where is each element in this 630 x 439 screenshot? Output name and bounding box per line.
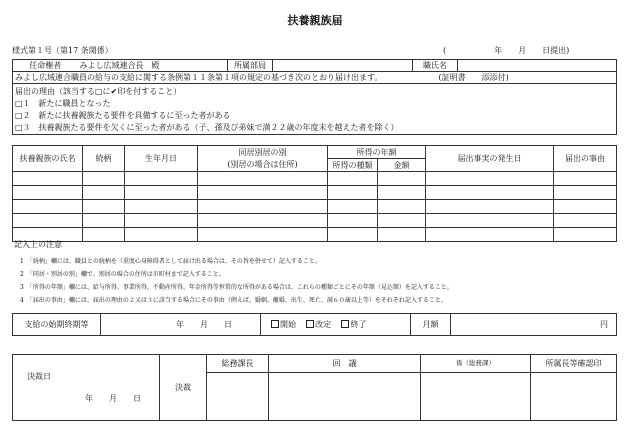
reason-box <box>13 84 617 135</box>
end-checkbox-icon <box>341 320 349 328</box>
change-label: 改定 <box>315 320 332 329</box>
option-start[interactable] <box>271 320 296 329</box>
decision-label: 決裁 <box>160 355 207 421</box>
col-income: 所得の年額 <box>328 146 426 159</box>
head-check-label: 所属長等確認印 <box>531 355 617 373</box>
start-checkbox-icon <box>271 320 279 328</box>
staff-field[interactable] <box>458 60 617 72</box>
note-1: 1 「続柄」欄には、職員との続柄を（重度心身障碍者として届け出る場合は、その旨を併せて）記入すること。 <box>20 258 321 265</box>
change-checkbox-icon <box>306 320 314 328</box>
staff-label-approval: 係（総務課） <box>421 355 531 373</box>
table-row[interactable] <box>13 186 617 200</box>
payment-label: 支給の始期終期等 <box>13 314 101 336</box>
decision-date-label: 決裁日 <box>27 371 51 381</box>
circulation-stamp-field[interactable] <box>269 373 421 421</box>
start-label: 開始 <box>280 320 296 329</box>
reason-option-1[interactable]: □１ 新たに職員となった <box>15 99 111 108</box>
submission-date: ( 年 月 日提出) <box>443 46 570 55</box>
staff-stamp-field[interactable] <box>421 373 531 421</box>
col-relation: 続柄 <box>83 146 125 172</box>
reason-heading: 届出の理由（該当する□に✔印を付すること） <box>15 87 182 96</box>
head-check-stamp-field[interactable] <box>531 373 617 421</box>
payment-type-options <box>261 314 411 336</box>
decision-date-value[interactable]: 年 月 日 <box>85 393 141 403</box>
payment-date-field[interactable]: 年 月 日 <box>101 314 261 336</box>
col-cohab-sub: (別居の場合は住所) <box>227 159 298 169</box>
appointer-value: みよし広域連合長 殿 <box>78 60 228 72</box>
col-reason: 届出の事由 <box>554 146 617 172</box>
end-label: 終了 <box>350 320 367 329</box>
monthly-amount-field[interactable]: 円 <box>451 314 617 336</box>
col-cohab-title: 同居別居の別 <box>238 147 287 157</box>
page-title: 扶養親族届 <box>287 14 343 27</box>
header-table <box>12 59 617 135</box>
statement-note: (証明書 添添付) <box>413 72 617 84</box>
approval-table <box>12 354 617 421</box>
note-4: 4 「届出の事由」欄には、届出の理由の２又は３に該当する場合にその事由（例えば、婚姻、離婚、出生、死亡、満６０歳以上等）をそれぞれ記入すること。 <box>20 297 447 304</box>
appointer-label: 任命権者 <box>13 60 78 72</box>
table-row[interactable] <box>13 200 617 214</box>
table-row[interactable] <box>13 214 617 228</box>
chief-label: 総務課長 <box>207 355 269 373</box>
form-number: 様式第１号（第17 条関係） <box>12 46 113 55</box>
statement-text: みよし広域連合職員の給与の支給に関する条例第１１条第１項の規定の基づき次のとおり届け出ます。 <box>13 72 413 84</box>
payment-table <box>12 313 617 336</box>
dependents-table <box>12 145 617 242</box>
col-income-amount: 金額 <box>378 159 426 172</box>
monthly-label: 月額 <box>411 314 451 336</box>
decision-date-cell <box>13 355 160 421</box>
col-name: 扶養親族の氏名 <box>13 146 83 172</box>
col-income-type: 所得の種類 <box>328 159 378 172</box>
option-end[interactable] <box>341 320 366 329</box>
circulation-label: 回 議 <box>269 355 421 373</box>
col-cohab <box>198 146 328 172</box>
table-row[interactable] <box>13 172 617 186</box>
option-change[interactable] <box>306 320 331 329</box>
dept-field[interactable] <box>273 60 413 72</box>
reason-option-2[interactable]: □２ 新たに扶養親族たる要件を具備するに至った者がある <box>15 111 231 120</box>
col-birth: 生年月日 <box>125 146 198 172</box>
dept-label: 所属部局 <box>228 60 273 72</box>
col-event-date: 届出事実の発生日 <box>426 146 554 172</box>
reason-option-3[interactable]: □３ 扶養親族たる要件を欠くに至った者がある（子、孫及び弟妹で満２２歳の年度末を越えた者を除く） <box>15 123 399 132</box>
staff-label: 職氏名 <box>413 60 458 72</box>
table-row[interactable] <box>13 228 617 242</box>
notes-heading: 記入上の注意 <box>14 240 62 249</box>
note-3: 3 「所得の年額」欄には、給与所得、事業所得、不動産所得、年金所得等恒常的な所得がある場合は、これらの種類ごとにその年額（見込額）を記入すること。 <box>20 284 453 291</box>
note-2: 2 「同居・別居の別」欄で、別居の場合の住所は市町村まで記入すること。 <box>20 271 225 278</box>
chief-stamp-field[interactable] <box>207 373 269 421</box>
